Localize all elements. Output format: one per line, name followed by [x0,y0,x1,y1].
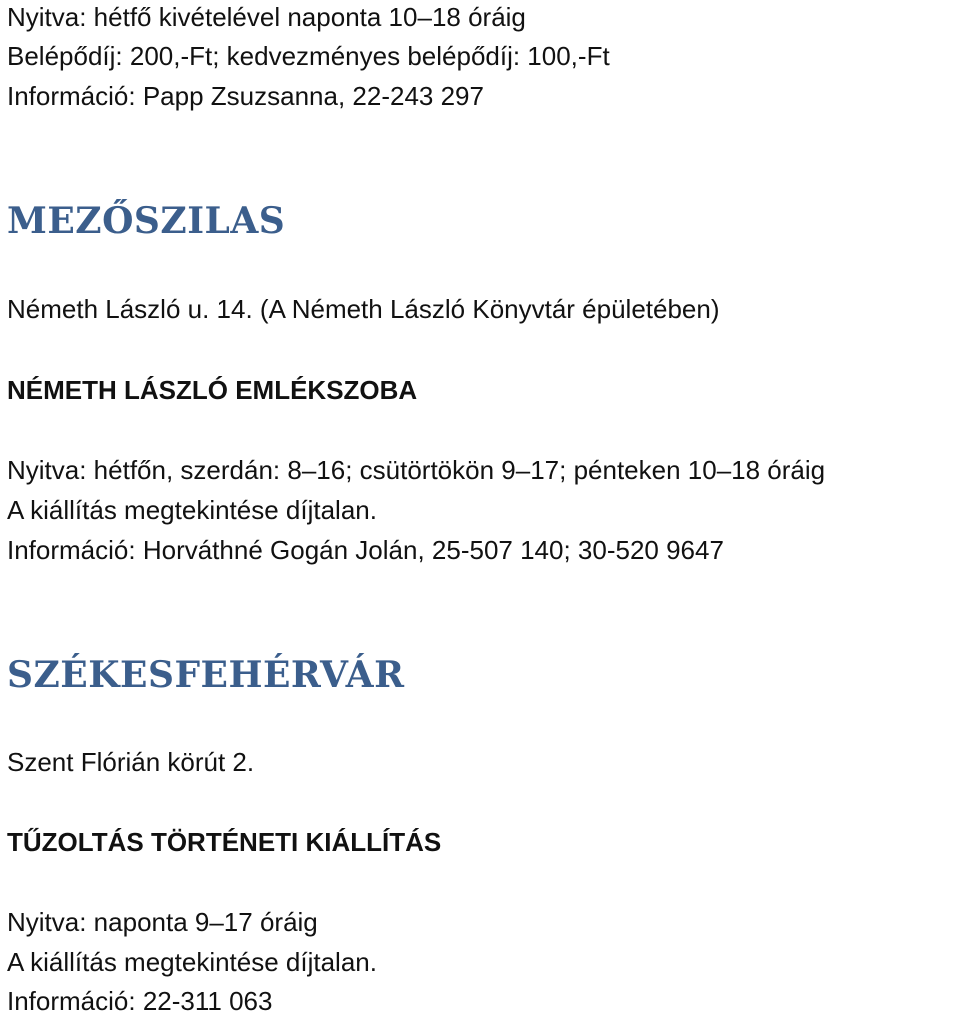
city-heading-szekesfehervar: SZÉKESFEHÉRVÁR [7,654,405,696]
address-text: Németh László u. 14. (A Németh László Könyvtár épületében) [7,294,720,324]
admission-fee-text: Belépődíj: 200,-Ft; kedvezményes belépődíj: 100,-Ft [7,41,610,71]
contact-info-text: Információ: Horváthné Gogán Jolán, 25-507 140; 30-520 9647 [7,535,724,565]
address-text: Szent Flórián körút 2. [7,747,255,777]
venue-title: NÉMETH LÁSZLÓ EMLÉKSZOBA [7,375,418,405]
venue-title: TŰZOLTÁS TÖRTÉNETI KIÁLLÍTÁS [7,827,442,857]
admission-fee-text: A kiállítás megtekintése díjtalan. [7,947,377,977]
opening-hours-text: Nyitva: hétfőn, szerdán: 8–16; csütörtökön 9–17; pénteken 10–18 óráig [7,455,826,485]
contact-info-text: Információ: Papp Zsuzsanna, 22-243 297 [7,81,484,111]
opening-hours-text: Nyitva: hétfő kivételével naponta 10–18 óráig [7,2,526,32]
city-heading-mezoszilas: MEZŐSZILAS [7,200,286,242]
contact-info-text: Információ: 22-311 063 [7,986,273,1016]
opening-hours-text: Nyitva: naponta 9–17 óráig [7,907,318,937]
admission-fee-text: A kiállítás megtekintése díjtalan. [7,495,377,525]
